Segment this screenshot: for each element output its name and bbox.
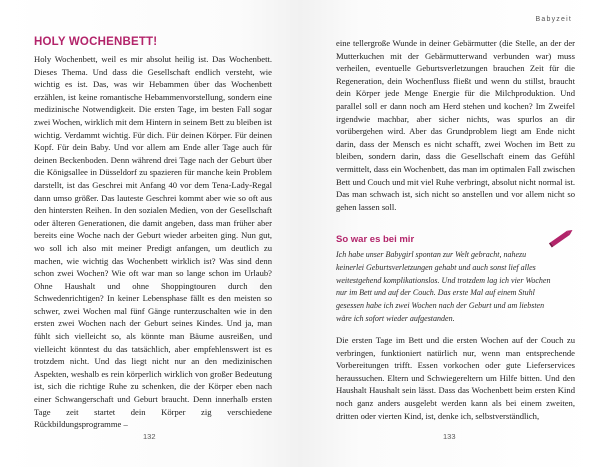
right-body-bottom: Die ersten Tage im Bett und die ersten Wochen auf der Couch zu verbringen, funktioniert natürlich nur, wenn man entsprechende Vorbereitungen trifft. Essen vorkochen oder gute Lieferservices heraussuchen. Eltern und Schwiegereltern um Hilfe bitten. Und den Haushalt Haushalt sein lässt. Dass das Wochenbett beim ersten Kind noch ganz anders ausgelebt werden kann als bei einem zweiten, dritten oder vierten Kind, ist, denke ich, selbstverständlich, bbox=[336, 335, 575, 421]
experience-box-text bbox=[336, 249, 554, 326]
right-page bbox=[300, 0, 600, 467]
left-body-text: Holy Wochenbett, weil es mir absolut heilig ist. Das Wochenbett. Dieses Thema. Und dass die Gesellschaft endlich versteht, wie wichtig es ist. Das, was wir Hebammen über das Wochenbett erzählen, ist keine romantische Hebammenvorstellung, sondern eine medizinische Notwendigkeit. Die ersten Tage, im besten Fall sogar zwei Wochen, wirklich mit dem Hintern in seinem Bett zu bleiben ist wichtig. Verdammt wichtig. Für dich. Für deinen Körper. Für deinen Kopf. Für dein Baby. Und vor allem am Ende aller Tage auch für deinen Beckenboden. Denn während drei Tage nach der Geburt über die Königsallee in Düsseldorf zu spazieren für manche kein Problem darstellt, ist das Geschrei mit Anfang 40 vor dem Tena-Lady-Regal dann umso größer. Das lauteste Geschrei kommt aber wie so oft aus den hintersten Reihen. In den sozialen Medien, von der Gesellschaft oder älteren Generationen, die damit angeben, dass man früher aber bereits eine Woche nach der Geburt wieder arbeiten ging. Nun gut, wo soll ich also mit meiner Predigt anfangen, um deutlich zu machen, wie wichtig das Wochenbett wirklich ist? Was sind denn schon zwei Wochen? Wie oft war man so lange schon im Urlaub? Ohne Haushalt und ohne Shoppingtouren durch den Schwedenrichtigen? In keiner Lebensphase fällt es den meisten so schwer, zwei Wochen mal fünf Gänge runterzuschalten wie in den ersten zwei Wochen nach der Geburt seines Kindes. Und ja, man fühlt sich vielleicht so, als könnte man Bäume ausreißen, und vielleicht könntest du das tatsächlich, aber empfehlenswert ist es trotzdem nicht. Und das liegt nicht nur an den medizinischen Aspekten, weshalb es rein körperlich wirklich von großer Bedeutung ist, sich die richtige Ruhe zu schenken, die der Körper eben nach einer Schwangerschaft und Geburt braucht. Denn innerhalb ersten Tage zeit startet dein Körper zig verschiedene Rückbildungsprogramme – bbox=[34, 54, 272, 430]
experience-box-title: So war es bei mir bbox=[336, 234, 415, 245]
experience-box-body: Ich habe unser Babygirl spontan zur Welt gebracht, nahezu keinerlei Geburtsverletzungen gehabt und auch sonst lief alles weitestgehend komplikationslos. Und trotzdem lag ich vier Wochen nur im Bett und auf der Couch. Das erste Mal auf einem Stuhl gesessen habe ich zwei Wochen nach der Geburt und am liebsten wäre ich sofort wieder aufgestanden. bbox=[336, 250, 551, 323]
chapter-title: HOLY WOCHENBETT! bbox=[34, 36, 158, 48]
right-body-top: eine tellergroße Wunde in deiner Gebärmutter (die Stelle, an der der Mutterkuchen mit der Gebärmutterwand verbunden war) muss verheilen, eventuelle Geburtsverletzungen brauchen Zeit für die Regeneration, dein Wochenfluss fließt und wenn du stillst, braucht dein Körper jede Menge Energie für die Milchproduktion. Und parallel soll er dann noch am Herd stehen und kochen? Im Zweifel irgendwie machbar, aber sicher nichts, was spurlos an dir vorübergehen wird. Aber das Grundproblem liegt am Ende nicht darin, dass der Mensch es nicht schafft, zwei Wochen im Bett zu bleiben, sondern darin, dass die Gesellschaft einem das Gefühl vermittelt, dass ein Wochenbett, das man im optimalen Fall zwischen Bett und Couch und mit viel Ruhe verbringt, absolut nicht normal ist. Das man schwach ist, sich nicht so anstellen und vor allem nicht so gehen lassen soll. bbox=[336, 38, 575, 212]
right-text-top bbox=[336, 37, 575, 213]
experience-box-header bbox=[336, 229, 576, 245]
running-head: Babyzeit bbox=[535, 16, 572, 23]
right-page-number: 133 bbox=[443, 432, 456, 441]
left-page-number: 132 bbox=[143, 432, 156, 441]
right-text-bottom bbox=[336, 334, 575, 422]
left-text-block bbox=[34, 35, 272, 431]
pen-icon bbox=[546, 226, 576, 250]
